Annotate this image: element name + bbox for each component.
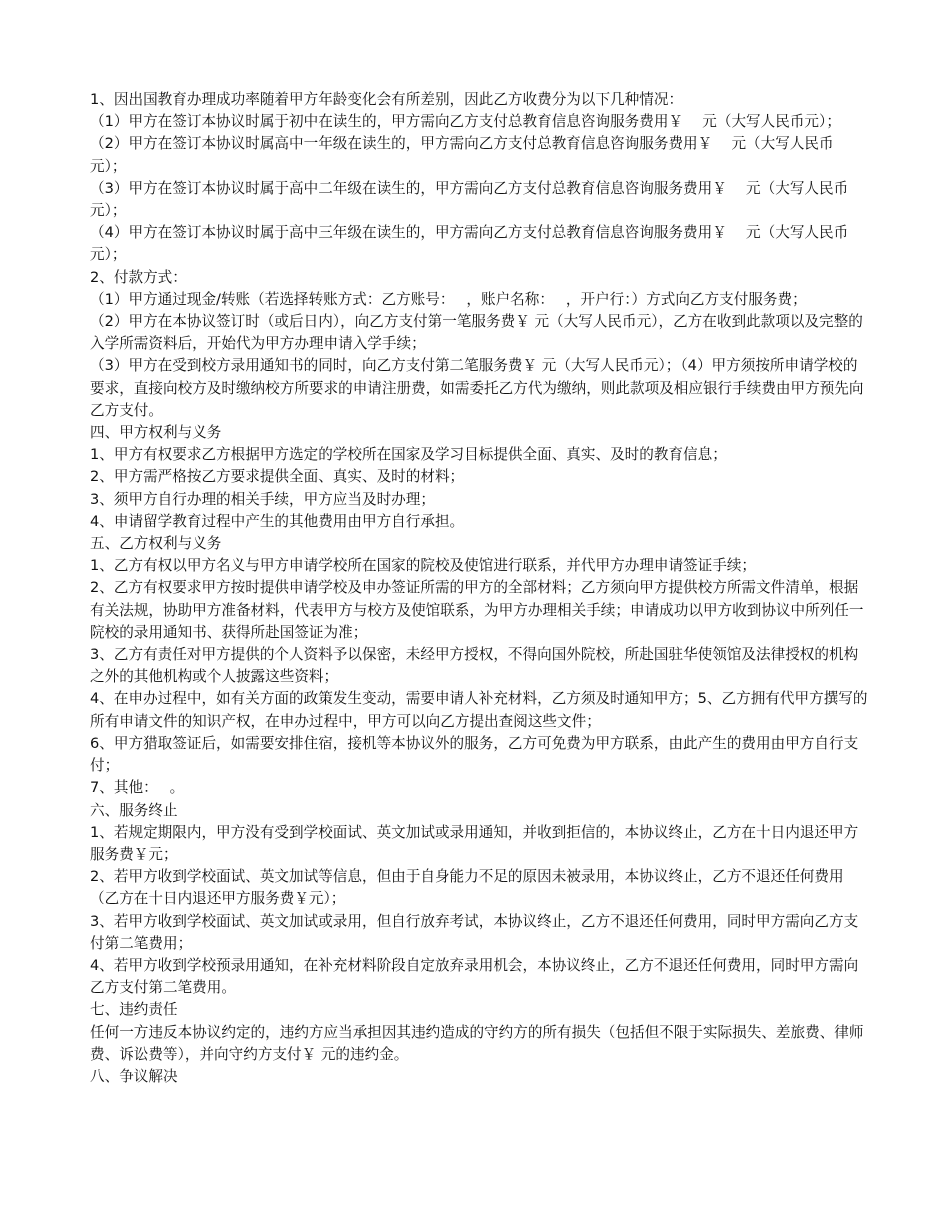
- paragraph-party-b-4: 4、在申办过程中，如有关方面的政策发生变动，需要申请人补充材料，乙方须及时通知甲方；5、乙方拥有代甲方撰写的所有申请文件的知识产权，在申办过程中，甲方可以向乙方提出查阅这些文件；: [90, 690, 868, 730]
- paragraph-fee-intro: 1、因出国教育办理成功率随着甲方年龄变化会有所差别，因此乙方收费分为以下几种情况：: [90, 91, 684, 108]
- section-heading-termination: 六、服务终止: [90, 801, 178, 819]
- paragraph-party-a-4: 4、申请留学教育过程中产生的其他费用由甲方自行承担。: [90, 512, 465, 530]
- paragraph-fee-junior: （1）甲方在签订本协议时属于初中在读生的，甲方需向乙方支付总教育信息咨询服务费用￥ 元（大写人民币元）；: [90, 113, 841, 131]
- paragraph-breach: 任何一方违反本协议约定的，违约方应当承担因其违约造成的守约方的所有损失（包括但不限于实际损失、差旅费、律师费、诉讼费等），并向守约方支付￥ 元的违约金。: [90, 1023, 864, 1063]
- section-heading-party-a: 四、甲方权利与义务: [90, 424, 222, 442]
- paragraph-party-b-3: 3、乙方有责任对甲方提供的个人资料予以保密，未经甲方授权，不得向国外院校，所赴国驻华使领馆及法律授权的机构之外的其他机构或个人披露这些资料；: [90, 646, 859, 686]
- paragraph-fee-grade-3: （4）甲方在签订本协议时属于高中三年级在读生的，甲方需向乙方支付总教育信息咨询服务费用￥ 元（大写人民币 元）；: [90, 224, 868, 264]
- paragraph-fee-grade-1: （2）甲方在签订本协议时属高中一年级在读生的，甲方需向乙方支付总教育信息咨询服务费用￥ 元（大写人民币元）；: [90, 135, 834, 175]
- paragraph-party-b-1: 1、乙方有权以甲方名义与甲方申请学校所在国家的院校及使馆进行联系，并代甲方办理申请签证手续；: [90, 557, 757, 575]
- paragraph-fee-grade-2: （3）甲方在签订本协议时属于高中二年级在读生的，甲方需向乙方支付总教育信息咨询服务费用￥ 元（大写人民币元）；: [90, 179, 849, 220]
- paragraph-payment-first: （2）甲方在本协议签订时（或后日内），向乙方支付第一笔服务费￥ 元（大写人民币元），乙方在收到此款项以及完整的入学所需资料后，开始代为甲方办理申请入学手续；: [90, 313, 863, 353]
- paragraph-payment-heading: 2、付款方式：: [90, 268, 187, 286]
- section-heading-party-b: 五、乙方权利与义务: [90, 535, 222, 553]
- paragraph-termination-1: 1、若规定期限内，甲方没有受到学校面试、英文加试或录用通知，并收到拒信的，本协议终止，乙方在十日内退还甲方服务费￥元；: [90, 823, 859, 863]
- paragraph-termination-3: 3、若甲方收到学校面试、英文加试或录用，但自行放弃考试，本协议终止，乙方不退还任何费用，同时甲方需向乙方支付第二笔费用；: [90, 912, 859, 952]
- section-heading-dispute: 八、争议解决: [90, 1067, 178, 1085]
- paragraph-payment-method: （1）甲方通过现金/转账（若选择转账方式：乙方账号： ，账户名称： ，开户行：）方式向乙方支付服务费；: [90, 290, 807, 308]
- paragraph-party-a-1: 1、甲方有权要求乙方根据甲方选定的学校所在国家及学习目标提供全面、真实、及时的教育信息；: [90, 446, 727, 464]
- paragraph-party-a-2: 2、甲方需严格按乙方要求提供全面、真实、及时的材料；: [90, 468, 465, 486]
- paragraph-party-b-7: 7、其他： 。: [90, 779, 185, 797]
- paragraph-party-a-3: 3、须甲方自行办理的相关手续，甲方应当及时办理；: [90, 490, 435, 508]
- paragraph-party-b-2: 2、乙方有权要求甲方按时提供申请学校及申办签证所需的甲方的全部材料；乙方须向甲方提供校方所需文件清单，根据有关法规，协助甲方准备材料，代表甲方与校方及使馆联系，为甲方办理相关手续；申请成功以甲方收到协议中所列任一院校的录用通知书、获得所赴国签证为准；: [90, 579, 864, 641]
- paragraph-termination-4: 4、若甲方收到学校预录用通知，在补充材料阶段自定放弃录用机会，本协议终止，乙方不退还任何费用，同时甲方需向乙方支付第二笔费用。: [90, 956, 859, 997]
- paragraph-party-b-6: 6、甲方猎取签证后，如需要安排住宿，接机等本协议外的服务，乙方可免费为甲方联系，由此产生的费用由甲方自行支付；: [90, 734, 859, 775]
- document-body: [90, 89, 870, 1088]
- paragraph-termination-2: 2、若甲方收到学校面试、英文加试等信息，但由于自身能力不足的原因未被录用，本协议终止，乙方不退还任何费用（乙方在十日内退还甲方服务费￥元）；: [90, 868, 844, 908]
- section-heading-breach: 七、违约责任: [90, 1001, 178, 1019]
- paragraph-payment-second: （3）甲方在受到校方录用通知书的同时，向乙方支付第二笔服务费￥ 元（大写人民币元）；（4）甲方须按所申请学校的要求，直接向校方及时缴纳校方所要求的申请注册费，如需委托乙方代为缴纳，则此款项及相应银行手续费由甲方预先向乙方支付。: [90, 357, 864, 419]
